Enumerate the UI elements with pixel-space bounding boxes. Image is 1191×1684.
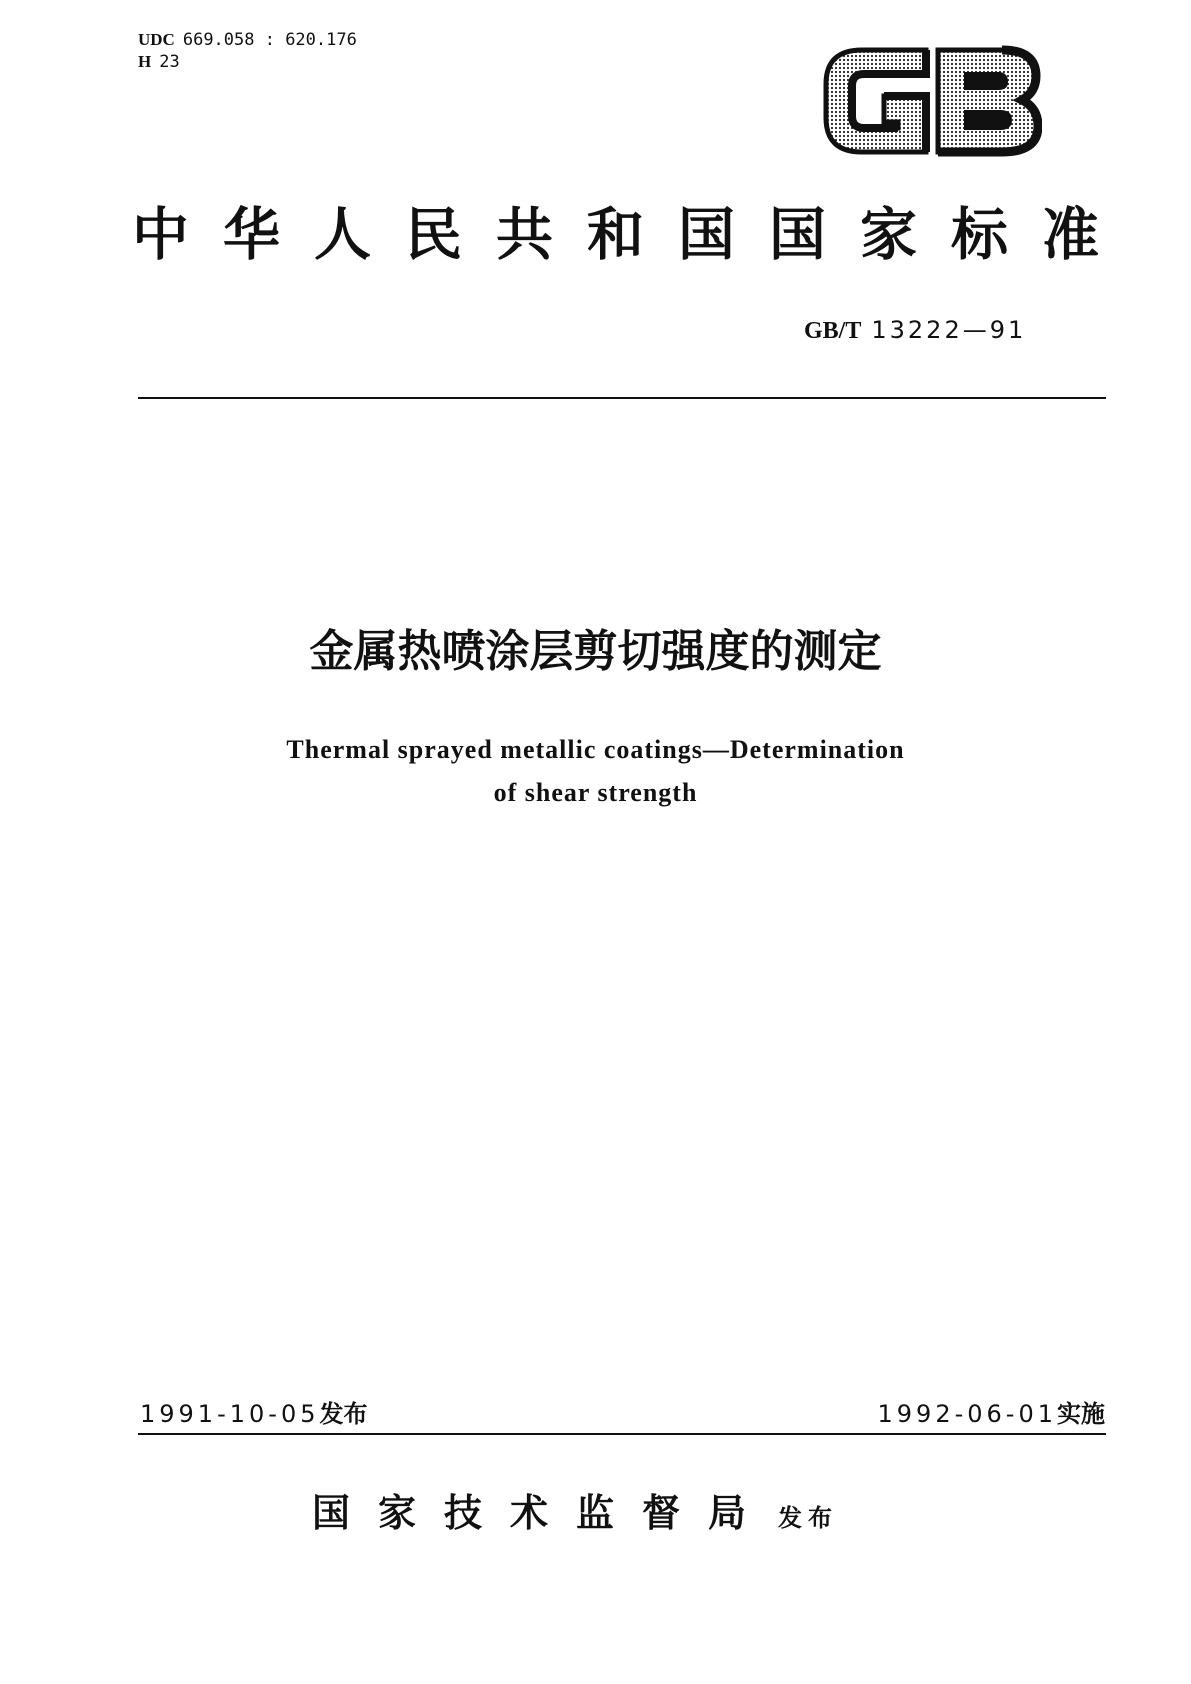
implementation-date-label: 实施 (1057, 1400, 1105, 1428)
implementation-date-value: 1992-06-01 (877, 1400, 1057, 1428)
udc-block (138, 30, 357, 74)
implementation-date (878, 1394, 1105, 1429)
udc-label: UDC (138, 30, 175, 49)
bottom-divider (138, 1433, 1106, 1435)
issue-date-label: 发布 (319, 1400, 368, 1428)
udc-value: 669.058 : 620.176 (182, 30, 357, 50)
issue-date (140, 1394, 367, 1429)
classification-line (138, 52, 357, 74)
issuer-block (312, 1482, 838, 1537)
standard-number (804, 316, 1026, 345)
standard-code: 13222—91 (871, 316, 1027, 344)
subject-title-cn: 金属热喷涂层剪切强度的测定 (309, 626, 882, 677)
issue-date-value: 1991-10-05 (140, 1400, 320, 1428)
udc-line (138, 30, 357, 52)
issuing-organization: 国家技术监督局 (312, 1491, 775, 1535)
subject-title-en-line1: Thermal sprayed metallic coatings—Determination (286, 735, 905, 764)
issuer-action: 发布 (778, 1504, 839, 1532)
national-standard-title: 中华人民共和国国家标准 (132, 202, 1133, 268)
standard-prefix: GB/T (804, 318, 862, 344)
gb-logo-icon (822, 42, 1042, 160)
classification-label: H (138, 52, 152, 71)
top-divider (138, 397, 1106, 399)
subject-title-en (0, 728, 1191, 814)
classification-value: 23 (159, 52, 180, 72)
subject-title-en-line2: of shear strength (493, 778, 698, 807)
